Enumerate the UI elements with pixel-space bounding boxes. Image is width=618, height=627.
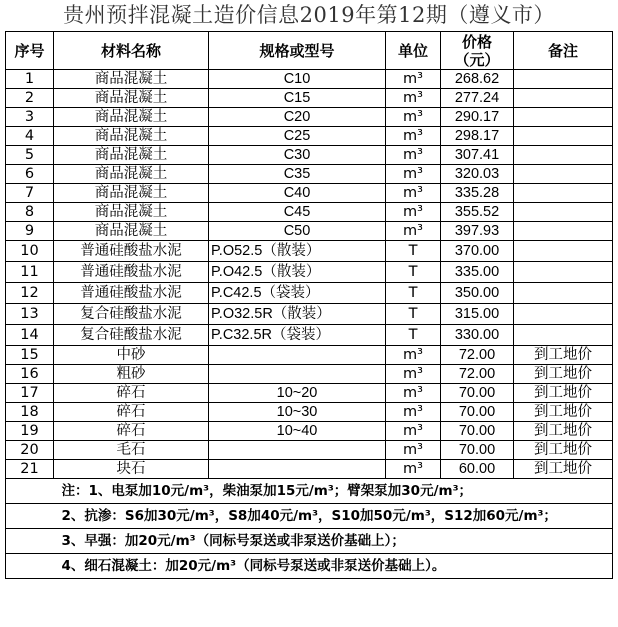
table-row — [6, 70, 613, 89]
row-note — [514, 89, 613, 108]
row-unit: T — [386, 283, 441, 304]
row-note — [514, 222, 613, 241]
row-note — [514, 241, 613, 262]
row-spec — [209, 441, 386, 460]
row-spec: P.C42.5（袋装） — [209, 283, 386, 304]
row-seq: 12 — [6, 283, 54, 304]
row-seq: 7 — [6, 184, 54, 203]
row-unit: m³ — [386, 89, 441, 108]
row-seq: 10 — [6, 241, 54, 262]
row-price: 277.24 — [441, 89, 514, 108]
row-material-name: 普通硅酸盐水泥 — [54, 283, 209, 304]
row-price: 70.00 — [441, 441, 514, 460]
row-spec: P.O52.5（散装） — [209, 241, 386, 262]
table-row — [6, 262, 613, 283]
row-note — [514, 203, 613, 222]
row-spec: C10 — [209, 70, 386, 89]
row-material-name: 毛石 — [54, 441, 209, 460]
table-row — [6, 108, 613, 127]
row-price: 298.17 — [441, 127, 514, 146]
row-spec — [209, 460, 386, 479]
row-seq: 21 — [6, 460, 54, 479]
row-seq: 17 — [6, 384, 54, 403]
row-unit: m³ — [386, 146, 441, 165]
row-note: 到工地价 — [514, 422, 613, 441]
row-note — [514, 184, 613, 203]
row-seq: 2 — [6, 89, 54, 108]
row-material-name: 复合硅酸盐水泥 — [54, 325, 209, 346]
row-seq: 4 — [6, 127, 54, 146]
row-unit: T — [386, 241, 441, 262]
note-3: 3、早强：加20元/m³（同标号泵送或非泵送价基础上）； — [54, 529, 613, 554]
row-material-name: 粗砂 — [54, 365, 209, 384]
note-row — [6, 479, 613, 504]
row-note: 到工地价 — [514, 384, 613, 403]
header-price-unit: （元） — [454, 50, 500, 69]
row-note — [514, 165, 613, 184]
row-spec: 10~40 — [209, 422, 386, 441]
row-spec: C45 — [209, 203, 386, 222]
row-unit: m³ — [386, 184, 441, 203]
note-row — [6, 554, 613, 579]
row-price: 60.00 — [441, 460, 514, 479]
row-note — [514, 127, 613, 146]
row-price: 70.00 — [441, 422, 514, 441]
row-material-name: 商品混凝土 — [54, 89, 209, 108]
table-row — [6, 325, 613, 346]
row-price: 330.00 — [441, 325, 514, 346]
row-unit: m³ — [386, 108, 441, 127]
row-spec: C20 — [209, 108, 386, 127]
row-material-name: 中砂 — [54, 346, 209, 365]
row-price: 350.00 — [441, 283, 514, 304]
table-row — [6, 441, 613, 460]
row-note — [514, 325, 613, 346]
row-unit: m³ — [386, 222, 441, 241]
row-unit: m³ — [386, 460, 441, 479]
row-note — [514, 262, 613, 283]
row-spec: C40 — [209, 184, 386, 203]
row-price: 355.52 — [441, 203, 514, 222]
table-row — [6, 89, 613, 108]
row-material-name: 普通硅酸盐水泥 — [54, 241, 209, 262]
table-row — [6, 304, 613, 325]
header-price-label: 价格 — [461, 32, 492, 51]
row-seq: 3 — [6, 108, 54, 127]
row-material-name: 块石 — [54, 460, 209, 479]
row-material-name: 碎石 — [54, 403, 209, 422]
row-spec: C25 — [209, 127, 386, 146]
row-unit: T — [386, 262, 441, 283]
row-material-name: 商品混凝土 — [54, 70, 209, 89]
note-2: 2、抗渗：S6加30元/m³，S8加40元/m³，S10加50元/m³，S12加60元/m³； — [54, 504, 613, 529]
note-row — [6, 529, 613, 554]
row-seq: 14 — [6, 325, 54, 346]
row-price: 370.00 — [441, 241, 514, 262]
table-row — [6, 146, 613, 165]
row-spec: 10~20 — [209, 384, 386, 403]
header-spec: 规格或型号 — [209, 32, 386, 70]
row-material-name: 商品混凝土 — [54, 127, 209, 146]
row-unit: m³ — [386, 365, 441, 384]
row-spec — [209, 346, 386, 365]
row-note — [514, 283, 613, 304]
row-note — [514, 146, 613, 165]
price-table — [5, 31, 613, 579]
row-material-name: 商品混凝土 — [54, 203, 209, 222]
notes-section — [6, 479, 613, 579]
row-unit: m³ — [386, 127, 441, 146]
header-seq: 序号 — [6, 32, 54, 70]
row-seq: 8 — [6, 203, 54, 222]
row-price: 70.00 — [441, 403, 514, 422]
row-spec: P.C32.5R（袋装） — [209, 325, 386, 346]
table-row — [6, 127, 613, 146]
table-row — [6, 384, 613, 403]
row-material-name: 复合硅酸盐水泥 — [54, 304, 209, 325]
row-spec: C35 — [209, 165, 386, 184]
row-spec: C15 — [209, 89, 386, 108]
row-price: 315.00 — [441, 304, 514, 325]
row-unit: m³ — [386, 203, 441, 222]
table-body — [6, 70, 613, 479]
row-spec: C30 — [209, 146, 386, 165]
table-row — [6, 460, 613, 479]
row-spec: C50 — [209, 222, 386, 241]
row-price: 397.93 — [441, 222, 514, 241]
row-material-name: 商品混凝土 — [54, 146, 209, 165]
row-spec: P.O32.5R（散装） — [209, 304, 386, 325]
note-4: 4、细石混凝土：加20元/m³（同标号泵送或非泵送价基础上）。 — [54, 554, 613, 579]
row-spec — [209, 365, 386, 384]
row-note: 到工地价 — [514, 346, 613, 365]
table-row — [6, 241, 613, 262]
table-row — [6, 403, 613, 422]
note-row — [6, 504, 613, 529]
row-seq: 16 — [6, 365, 54, 384]
row-material-name: 普通硅酸盐水泥 — [54, 262, 209, 283]
table-row — [6, 346, 613, 365]
row-price: 268.62 — [441, 70, 514, 89]
header-row — [6, 32, 613, 70]
table-row — [6, 165, 613, 184]
row-material-name: 商品混凝土 — [54, 222, 209, 241]
row-seq: 18 — [6, 403, 54, 422]
table-row — [6, 365, 613, 384]
page-title: 贵州预拌混凝土造价信息2019年第12期（遵义市） — [63, 3, 555, 27]
header-unit: 单位 — [386, 32, 441, 70]
row-unit: m³ — [386, 441, 441, 460]
row-unit: m³ — [386, 346, 441, 365]
table-row — [6, 203, 613, 222]
row-seq: 20 — [6, 441, 54, 460]
row-seq: 13 — [6, 304, 54, 325]
row-price: 290.17 — [441, 108, 514, 127]
row-unit: m³ — [386, 422, 441, 441]
row-material-name: 碎石 — [54, 422, 209, 441]
row-price: 307.41 — [441, 146, 514, 165]
note-1: 注：1、电泵加10元/m³，柴油泵加15元/m³；臂架泵加30元/m³； — [54, 479, 613, 504]
row-seq: 6 — [6, 165, 54, 184]
row-note — [514, 304, 613, 325]
row-price: 335.00 — [441, 262, 514, 283]
row-note: 到工地价 — [514, 365, 613, 384]
row-seq: 19 — [6, 422, 54, 441]
row-note: 到工地价 — [514, 460, 613, 479]
row-spec: P.O42.5（散装） — [209, 262, 386, 283]
row-spec: 10~30 — [209, 403, 386, 422]
row-note — [514, 70, 613, 89]
row-price: 72.00 — [441, 365, 514, 384]
row-unit: m³ — [386, 403, 441, 422]
row-material-name: 商品混凝土 — [54, 108, 209, 127]
row-note: 到工地价 — [514, 441, 613, 460]
row-price: 320.03 — [441, 165, 514, 184]
row-note: 到工地价 — [514, 403, 613, 422]
row-unit: m³ — [386, 70, 441, 89]
row-unit: T — [386, 325, 441, 346]
row-unit: T — [386, 304, 441, 325]
row-price: 70.00 — [441, 384, 514, 403]
table-row — [6, 222, 613, 241]
row-seq: 11 — [6, 262, 54, 283]
row-material-name: 碎石 — [54, 384, 209, 403]
row-note — [514, 108, 613, 127]
row-material-name: 商品混凝土 — [54, 165, 209, 184]
table-row — [6, 422, 613, 441]
row-seq: 15 — [6, 346, 54, 365]
header-price — [441, 32, 514, 70]
row-price: 335.28 — [441, 184, 514, 203]
row-seq: 1 — [6, 70, 54, 89]
row-price: 72.00 — [441, 346, 514, 365]
row-seq: 5 — [6, 146, 54, 165]
row-unit: m³ — [386, 165, 441, 184]
row-seq: 9 — [6, 222, 54, 241]
header-note: 备注 — [514, 32, 613, 70]
row-material-name: 商品混凝土 — [54, 184, 209, 203]
row-unit: m³ — [386, 384, 441, 403]
header-name: 材料名称 — [54, 32, 209, 70]
table-row — [6, 184, 613, 203]
table-row — [6, 283, 613, 304]
